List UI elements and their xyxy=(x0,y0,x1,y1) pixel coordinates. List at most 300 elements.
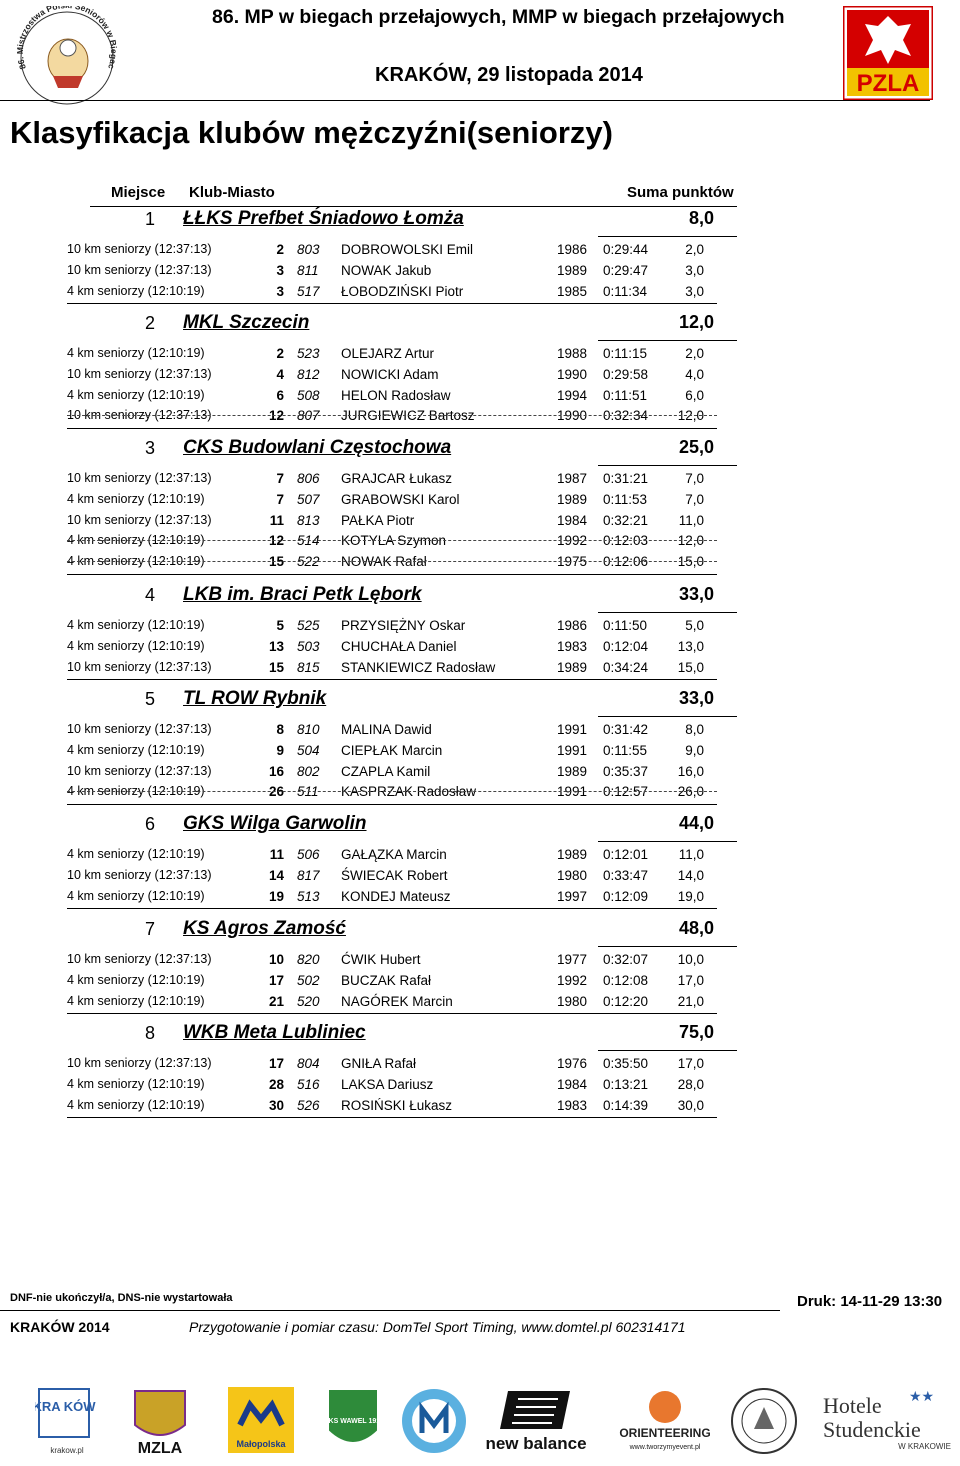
athlete-points: 13,0 xyxy=(677,638,704,654)
athlete-name: CZAPLA Kamil xyxy=(341,763,431,779)
race-category: 4 km seniorzy (12:10:19) xyxy=(67,784,205,799)
club-block-rule xyxy=(67,1013,717,1014)
bib-number: 514 xyxy=(297,533,320,549)
bib-number: 820 xyxy=(297,952,320,967)
athlete-name: NAGÓREK Marcin xyxy=(341,993,453,1009)
finish-place: 3 xyxy=(276,283,284,299)
finish-time: 0:29:58 xyxy=(603,366,649,382)
race-category: 10 km seniorzy (12:37:13) xyxy=(67,952,212,966)
bib-number: 525 xyxy=(297,618,320,633)
athlete-name: LAKSA Dariusz xyxy=(341,1076,434,1092)
athlete-row xyxy=(0,386,960,407)
athlete-points: 17,0 xyxy=(677,972,704,988)
club-score: 75,0 xyxy=(678,1022,714,1042)
finish-time: 0:12:57 xyxy=(603,784,649,800)
timing-credit: Przygotowanie i pomiar czasu: DomTel Sport Timing, www.domtel.pl 602314171 xyxy=(189,1319,686,1335)
race-category: 10 km seniorzy (12:37:13) xyxy=(67,512,212,527)
athlete-points: 3,0 xyxy=(685,262,704,278)
krakow-logo xyxy=(35,1385,100,1457)
svg-text:Małopolska: Małopolska xyxy=(236,1439,286,1449)
club-header xyxy=(0,1019,960,1051)
svg-text:W KRAKOWIE: W KRAKOWIE xyxy=(898,1442,951,1451)
pzla-logo xyxy=(843,6,933,100)
athlete-points: 11,0 xyxy=(678,847,704,862)
birth-year: 1986 xyxy=(557,618,588,633)
athlete-row xyxy=(0,950,960,971)
club-place: 7 xyxy=(144,919,155,939)
club-block-rule xyxy=(67,428,717,429)
finish-time: 0:12:20 xyxy=(603,993,649,1009)
event-date: KRAKÓW, 29 listopada 2014 xyxy=(375,64,643,86)
club-header xyxy=(0,581,960,613)
race-category: 4 km seniorzy (12:10:19) xyxy=(67,1076,205,1091)
club-name: LKB im. Braci Petk Lębork xyxy=(183,584,422,605)
finish-place: 12 xyxy=(268,533,284,549)
bib-number: 811 xyxy=(297,262,319,278)
club-name: MKL Szczecin xyxy=(183,312,310,333)
finish-time: 0:12:09 xyxy=(603,888,649,904)
finish-time: 0:35:50 xyxy=(603,1056,649,1071)
club-score-rule xyxy=(598,716,737,717)
wawel-logo xyxy=(324,1385,382,1457)
finish-time: 0:13:21 xyxy=(603,1076,649,1092)
race-category: 4 km seniorzy (12:10:19) xyxy=(67,618,205,632)
athlete-row xyxy=(0,637,960,658)
finish-place: 5 xyxy=(276,618,284,633)
club-place: 5 xyxy=(144,689,155,709)
athlete-name: NOWICKI Adam xyxy=(341,366,439,382)
club-block-rule xyxy=(67,303,717,304)
athlete-name: GRABOWSKI Karol xyxy=(341,491,460,507)
athlete-name: KASPRZAK Radosław xyxy=(341,784,477,800)
bib-number: 507 xyxy=(297,491,320,507)
finish-time: 0:29:47 xyxy=(603,262,649,278)
athlete-name: OLEJARZ Artur xyxy=(341,346,435,361)
athlete-points: 10,0 xyxy=(677,952,704,967)
finish-place: 21 xyxy=(268,993,284,1009)
bib-number: 817 xyxy=(297,867,320,883)
svg-text:new balance: new balance xyxy=(485,1434,587,1453)
bib-number: 516 xyxy=(297,1076,320,1092)
club-place: 3 xyxy=(144,438,155,458)
svg-text:86. Mistrzostwa Polski Senioró: 86. Mistrzostwa Po Seniorów w Biegac xyxy=(14,6,120,71)
finish-place: 15 xyxy=(268,659,284,675)
athlete-row xyxy=(0,762,960,783)
bib-number: 523 xyxy=(297,346,320,361)
athlete-name: ŚWIECAK Robert xyxy=(341,867,448,883)
athlete-row xyxy=(0,240,960,261)
bib-number: 804 xyxy=(297,1056,320,1071)
race-category: 10 km seniorzy (12:37:13) xyxy=(67,242,212,256)
club-header xyxy=(0,810,960,842)
athlete-name: DOBROWOLSKI Emil xyxy=(341,242,474,257)
race-category: 10 km seniorzy (12:37:13) xyxy=(67,471,212,485)
club-score-rule xyxy=(598,1050,737,1051)
athlete-points: 30,0 xyxy=(677,1097,704,1113)
finish-time: 0:12:01 xyxy=(603,847,649,862)
race-category: 4 km seniorzy (12:10:19) xyxy=(67,491,205,506)
athlete-points: 28,0 xyxy=(677,1076,704,1092)
club-block-rule xyxy=(67,908,717,909)
print-date: Druk: 14-11-29 13:30 xyxy=(797,1293,943,1310)
birth-year: 1989 xyxy=(557,763,588,779)
club-header xyxy=(0,309,960,341)
athlete-name: CIEPŁAK Marcin xyxy=(341,742,443,758)
svg-text:krakow.pl: krakow.pl xyxy=(50,1446,84,1455)
athlete-points: 7,0 xyxy=(685,471,704,486)
athlete-points: 21,0 xyxy=(677,993,704,1009)
finish-place: 19 xyxy=(268,888,284,904)
race-category: 10 km seniorzy (12:37:13) xyxy=(67,366,212,381)
athlete-points: 2,0 xyxy=(685,346,704,361)
svg-text:ORIENTEERING: ORIENTEERING xyxy=(619,1426,711,1440)
athlete-name: KONDEJ Mateusz xyxy=(341,888,451,904)
athlete-points: 6,0 xyxy=(685,387,704,403)
birth-year: 1991 xyxy=(557,784,588,800)
club-name: WKB Meta Lubliniec xyxy=(183,1022,366,1043)
athlete-name: MALINA Dawid xyxy=(341,722,432,737)
finish-time: 0:12:03 xyxy=(603,533,649,549)
athlete-name: PRZYSIĘŻNY Oskar xyxy=(341,618,466,633)
finish-place: 28 xyxy=(268,1076,284,1092)
club-score-rule xyxy=(598,465,737,466)
race-category: 4 km seniorzy (12:10:19) xyxy=(67,1097,205,1112)
race-category: 4 km seniorzy (12:10:19) xyxy=(67,283,205,298)
club-place: 4 xyxy=(144,585,155,605)
club-score-rule xyxy=(598,612,737,613)
club-score-rule xyxy=(598,841,737,842)
athlete-points: 14,0 xyxy=(677,867,704,883)
athlete-row xyxy=(0,1096,960,1117)
race-category: 4 km seniorzy (12:10:19) xyxy=(67,387,205,402)
birth-year: 1990 xyxy=(557,366,588,382)
race-category: 10 km seniorzy (12:37:13) xyxy=(67,1056,212,1070)
finish-time: 0:34:24 xyxy=(603,659,649,675)
athlete-row xyxy=(0,658,960,679)
club-block-rule xyxy=(67,679,717,680)
bib-number: 802 xyxy=(297,763,320,779)
athlete-points: 7,0 xyxy=(685,491,704,507)
birth-year: 1975 xyxy=(557,554,588,570)
finish-place: 11 xyxy=(269,512,284,528)
race-category: 4 km seniorzy (12:10:19) xyxy=(67,533,205,548)
finish-place: 30 xyxy=(268,1097,284,1113)
bib-number: 504 xyxy=(297,742,320,758)
athlete-name: JURGIEWICZ Bartosz xyxy=(341,408,475,424)
race-category: 4 km seniorzy (12:10:19) xyxy=(67,346,205,360)
club-score-rule xyxy=(598,236,737,237)
birth-year: 1991 xyxy=(557,742,588,758)
championship-logo xyxy=(8,6,126,106)
col-club-header: Klub-Miasto xyxy=(189,184,275,201)
footer-city: KRAKÓW 2014 xyxy=(10,1319,110,1335)
club-score: 12,0 xyxy=(678,312,714,332)
athlete-row xyxy=(0,490,960,511)
finish-place: 14 xyxy=(268,867,284,883)
athlete-row xyxy=(0,282,960,303)
finish-time: 0:31:42 xyxy=(603,722,649,737)
col-place-header: Miejsce xyxy=(111,184,166,201)
bib-number: 812 xyxy=(297,366,320,382)
athlete-row xyxy=(0,344,960,365)
athlete-row xyxy=(0,365,960,386)
birth-year: 1986 xyxy=(557,242,588,257)
finish-place: 17 xyxy=(268,972,284,988)
bib-number: 807 xyxy=(297,408,320,424)
bib-number: 815 xyxy=(297,659,320,675)
col-points-header: Suma punktów xyxy=(627,184,734,201)
athlete-row xyxy=(0,845,960,866)
bib-number: 517 xyxy=(297,283,320,299)
new-balance-logo xyxy=(478,1385,598,1457)
athlete-points: 5,0 xyxy=(685,618,704,633)
club-place: 8 xyxy=(144,1023,155,1043)
finish-place: 2 xyxy=(276,242,284,257)
club-score-rule xyxy=(598,340,737,341)
birth-year: 1988 xyxy=(557,346,588,361)
athlete-row-not-counted xyxy=(0,782,960,803)
finish-place: 6 xyxy=(276,387,284,403)
birth-year: 1985 xyxy=(557,283,588,299)
club-name: ŁŁKS Prefbet Śniadowo Łomża xyxy=(183,208,464,229)
bib-number: 513 xyxy=(297,888,320,904)
athlete-name: NOWAK Jakub xyxy=(341,262,432,278)
race-category: 10 km seniorzy (12:37:13) xyxy=(67,763,212,778)
bib-number: 508 xyxy=(297,387,320,403)
club-place: 6 xyxy=(144,814,155,834)
finish-place: 10 xyxy=(268,952,284,967)
athlete-row xyxy=(0,866,960,887)
athlete-row xyxy=(0,1075,960,1096)
athlete-name: GNIŁA Rafał xyxy=(341,1056,417,1071)
bib-number: 813 xyxy=(297,512,320,528)
race-category: 4 km seniorzy (12:10:19) xyxy=(67,742,205,757)
finish-time: 0:14:39 xyxy=(603,1097,649,1113)
birth-year: 1983 xyxy=(557,1097,588,1113)
athlete-points: 12,0 xyxy=(677,533,704,549)
bib-number: 526 xyxy=(297,1097,320,1113)
athlete-row xyxy=(0,1054,960,1075)
svg-text:Studenckie: Studenckie xyxy=(823,1417,921,1442)
footer-rule xyxy=(0,1310,780,1311)
race-category: 4 km seniorzy (12:10:19) xyxy=(67,993,205,1008)
athlete-name: CHUCHAŁA Daniel xyxy=(341,638,457,654)
bib-number: 806 xyxy=(297,471,320,486)
club-name: TL ROW Rybnik xyxy=(183,688,327,709)
race-category: 10 km seniorzy (12:37:13) xyxy=(67,262,212,277)
athlete-row xyxy=(0,992,960,1013)
club-score: 25,0 xyxy=(678,437,714,457)
club-emblem-logo xyxy=(400,1385,468,1457)
athlete-points: 12,0 xyxy=(677,408,704,424)
birth-year: 1987 xyxy=(557,471,588,486)
bib-number: 511 xyxy=(297,784,319,800)
athlete-name: GAŁĄZKA Marcin xyxy=(341,847,447,862)
bib-number: 502 xyxy=(297,972,320,988)
birth-year: 1984 xyxy=(557,512,588,528)
bib-number: 503 xyxy=(297,638,320,654)
athlete-name: BUCZAK Rafał xyxy=(341,972,432,988)
race-category: 4 km seniorzy (12:10:19) xyxy=(67,638,205,653)
event-title: 86. MP w biegach przełajowych, MMP w biegach przełajowych xyxy=(212,6,785,28)
club-name: CKS Budowlani Częstochowa xyxy=(183,437,452,458)
finish-time: 0:29:44 xyxy=(603,242,649,257)
svg-text:Hotele: Hotele xyxy=(823,1393,882,1418)
athlete-row xyxy=(0,616,960,637)
finish-place: 26 xyxy=(268,784,284,800)
athlete-row xyxy=(0,887,960,908)
birth-year: 1989 xyxy=(557,491,588,507)
finish-place: 17 xyxy=(268,1056,284,1071)
athlete-row xyxy=(0,971,960,992)
birth-year: 1984 xyxy=(557,1076,588,1092)
athlete-row-not-counted xyxy=(0,531,960,552)
race-category: 10 km seniorzy (12:37:13) xyxy=(67,867,212,882)
race-category: 10 km seniorzy (12:37:13) xyxy=(67,659,212,674)
club-block-rule xyxy=(67,804,717,805)
birth-year: 1994 xyxy=(557,387,588,403)
club-score: 33,0 xyxy=(678,584,714,604)
club-place: 1 xyxy=(144,209,155,229)
club-header xyxy=(0,205,960,237)
athlete-points: 15,0 xyxy=(677,659,704,675)
orienteering-logo xyxy=(618,1385,712,1457)
svg-text:www.tworzymyevent.pl: www.tworzymyevent.pl xyxy=(629,1444,701,1451)
finish-time: 0:12:08 xyxy=(603,972,649,988)
hotele-studenckie-logo xyxy=(815,1385,955,1457)
bib-number: 520 xyxy=(297,993,320,1009)
race-category: 4 km seniorzy (12:10:19) xyxy=(67,888,205,903)
athlete-points: 19,0 xyxy=(677,888,704,904)
svg-text:MZLA: MZLA xyxy=(137,1440,183,1457)
race-category: 10 km seniorzy (12:37:13) xyxy=(67,722,212,736)
finish-place: 8 xyxy=(276,722,284,737)
finish-place: 7 xyxy=(276,471,284,486)
finish-place: 16 xyxy=(268,763,284,779)
finish-time: 0:32:34 xyxy=(603,408,649,424)
university-emblem-logo xyxy=(720,1385,808,1457)
svg-text:PZLA: PZLA xyxy=(856,70,920,97)
header-rule xyxy=(0,100,930,101)
club-block-rule xyxy=(67,1117,717,1118)
finish-time: 0:11:51 xyxy=(603,387,648,403)
athlete-points: 26,0 xyxy=(677,784,704,800)
svg-text:★★: ★★ xyxy=(909,1389,935,1405)
birth-year: 1991 xyxy=(557,722,588,737)
bib-number: 506 xyxy=(297,847,320,862)
birth-year: 1990 xyxy=(557,408,588,424)
club-block-rule xyxy=(67,574,717,575)
athlete-points: 17,0 xyxy=(677,1056,704,1071)
birth-year: 1983 xyxy=(557,638,588,654)
club-header xyxy=(0,434,960,466)
athlete-points: 8,0 xyxy=(685,722,704,737)
club-score: 48,0 xyxy=(678,918,714,938)
athlete-name: NOWAK Rafał xyxy=(341,554,427,570)
athlete-points: 16,0 xyxy=(677,763,704,779)
birth-year: 1989 xyxy=(557,262,588,278)
finish-time: 0:32:07 xyxy=(603,952,649,967)
athlete-row xyxy=(0,741,960,762)
bib-number: 522 xyxy=(297,554,320,570)
athlete-points: 3,0 xyxy=(685,283,704,299)
athlete-name: ŁOBODZIŃSKI Piotr xyxy=(341,283,464,299)
bib-number: 803 xyxy=(297,242,320,257)
athlete-row xyxy=(0,720,960,741)
finish-time: 0:11:55 xyxy=(603,742,648,758)
athlete-points: 4,0 xyxy=(685,366,704,382)
finish-time: 0:33:47 xyxy=(603,867,649,883)
race-category: 4 km seniorzy (12:10:19) xyxy=(67,847,205,861)
finish-place: 3 xyxy=(276,262,284,278)
athlete-points: 11,0 xyxy=(678,512,704,528)
athlete-points: 9,0 xyxy=(685,742,704,758)
finish-place: 15 xyxy=(268,554,284,570)
athlete-row xyxy=(0,261,960,282)
finish-place: 9 xyxy=(276,742,284,758)
athlete-name: GRAJCAR Łukasz xyxy=(341,471,453,486)
finish-time: 0:31:21 xyxy=(603,471,649,486)
finish-place: 2 xyxy=(276,346,284,361)
athlete-row xyxy=(0,469,960,490)
birth-year: 1997 xyxy=(557,888,588,904)
birth-year: 1989 xyxy=(557,847,588,862)
athlete-row-not-counted xyxy=(0,406,960,427)
bib-number: 810 xyxy=(297,722,320,737)
athlete-name: PAŁKA Piotr xyxy=(341,512,415,528)
finish-time: 0:32:21 xyxy=(603,512,649,528)
club-score-rule xyxy=(598,946,737,947)
birth-year: 1992 xyxy=(557,972,588,988)
finish-time: 0:11:53 xyxy=(603,491,648,507)
finish-place: 11 xyxy=(269,847,284,862)
finish-place: 12 xyxy=(268,408,284,424)
finish-time: 0:11:15 xyxy=(603,346,648,361)
svg-text:WKS WAWEL 1919: WKS WAWEL 1919 xyxy=(324,1418,382,1425)
athlete-points: 15,0 xyxy=(677,554,704,570)
finish-place: 7 xyxy=(276,491,284,507)
athlete-name: ROSIŃSKI Łukasz xyxy=(341,1097,453,1113)
finish-place: 4 xyxy=(276,366,284,382)
svg-text:KRA KÓW: KRA KÓW xyxy=(35,1399,96,1414)
birth-year: 1989 xyxy=(557,659,588,675)
club-score: 33,0 xyxy=(678,688,714,708)
athlete-points: 2,0 xyxy=(685,242,704,257)
birth-year: 1980 xyxy=(557,993,588,1009)
malopolska-logo xyxy=(226,1385,296,1457)
finish-place: 13 xyxy=(268,638,284,654)
athlete-name: KOTYLA Szymon xyxy=(341,533,447,549)
club-header xyxy=(0,685,960,717)
race-category: 4 km seniorzy (12:10:19) xyxy=(67,554,205,569)
race-category: 4 km seniorzy (12:10:19) xyxy=(67,972,205,987)
birth-year: 1980 xyxy=(557,867,588,883)
birth-year: 1977 xyxy=(557,952,588,967)
athlete-name: HELON Radosław xyxy=(341,387,451,403)
club-place: 2 xyxy=(144,313,155,333)
birth-year: 1976 xyxy=(557,1056,588,1071)
mzla-logo xyxy=(127,1385,193,1457)
athlete-name: STANKIEWICZ Radosław xyxy=(341,659,496,675)
club-name: GKS Wilga Garwolin xyxy=(183,813,367,834)
page-title: Klasyfikacja klubów mężczyźni(seniorzy) xyxy=(10,115,613,150)
legend-text: DNF-nie ukończył/a, DNS-nie wystartowała xyxy=(10,1292,233,1304)
finish-time: 0:11:50 xyxy=(603,618,648,633)
club-header xyxy=(0,915,960,947)
finish-time: 0:12:04 xyxy=(603,638,649,654)
club-name: KS Agros Zamość xyxy=(183,918,346,939)
club-score: 44,0 xyxy=(678,813,714,833)
